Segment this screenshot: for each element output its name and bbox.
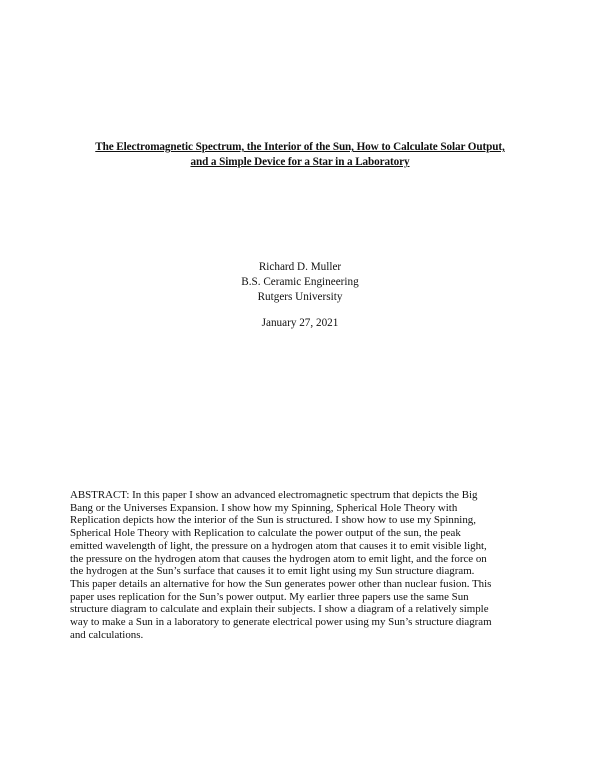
abstract-line: way to make a Sun in a laboratory to generate electrical power using my Sun’s structure diagram — [70, 616, 492, 629]
abstract-line: Replication depicts how the interior of the Sun is structured. I show how to use my Spinning, — [70, 514, 476, 527]
author-name: Richard D. Muller — [258, 261, 342, 273]
abstract — [70, 489, 532, 641]
abstract-line: the hydrogen at the Sun’s surface that causes it to emit light using my Sun structure diagram. — [70, 565, 475, 578]
paper-title — [40, 140, 560, 170]
title-line-1: The Electromagnetic Spectrum, the Interior of the Sun, How to Calculate Solar Output, — [95, 141, 505, 153]
author-degree: B.S. Ceramic Engineering — [241, 276, 359, 288]
paper-date: January 27, 2021 — [261, 317, 339, 329]
abstract-line: and calculations. — [70, 628, 144, 641]
abstract-line: structure diagram to calculate and explain their subjects. I show a diagram of a relatively simple — [70, 603, 489, 616]
author-affiliation: Rutgers University — [257, 291, 343, 303]
abstract-line: Bang or the Universes Expansion. I show how my Spinning, Spherical Hole Theory with — [70, 501, 458, 514]
author-block — [100, 260, 500, 305]
title-line-2: and a Simple Device for a Star in a Laboratory — [190, 156, 410, 168]
abstract-line: the pressure on the hydrogen atom that causes the hydrogen atom to emit light, and the force on — [70, 552, 487, 565]
abstract-line: This paper details an alternative for how the Sun generates power other than nuclear fusion. This — [70, 577, 492, 590]
abstract-line: Spherical Hole Theory with Replication to calculate the power output of the sun, the peak — [70, 527, 461, 540]
abstract-line: ABSTRACT: In this paper I show an advanced electromagnetic spectrum that depicts the Big — [70, 489, 478, 501]
abstract-line: paper uses replication for the Sun’s power output. My earlier three papers use the same Sun — [70, 590, 469, 603]
abstract-line: emitted wavelength of light, the pressure on a hydrogen atom that causes it to emit visible light, — [70, 539, 487, 552]
